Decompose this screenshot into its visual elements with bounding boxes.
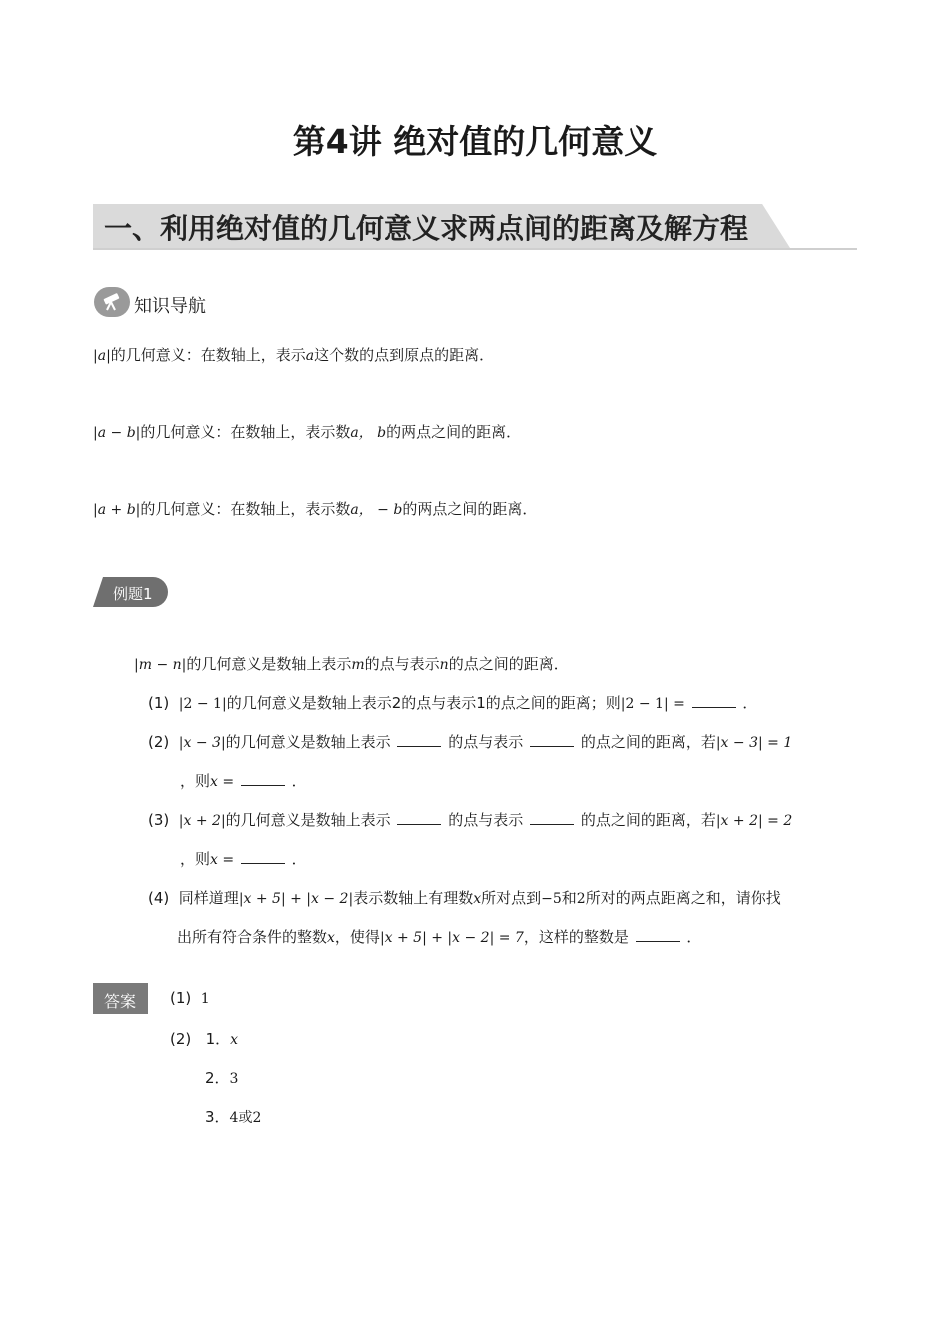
section-title: 一、利用绝对值的几何意义求两点间的距离及解方程	[104, 212, 749, 245]
knowledge-line-1: |a|的几何意义：在数轴上，表示a这个数的点到原点的距离．	[93, 346, 495, 364]
answer-2: (2) 1．x	[170, 1030, 239, 1048]
question-4: (4) 同样道理|x + 5| + |x − 2|表示数轴上有理数x所对点到−5和2所对的两点距离之和，请你找	[148, 889, 781, 907]
answer-blank[interactable]	[397, 732, 441, 747]
page-title: 第4讲 绝对值的几何意义	[292, 122, 658, 161]
answer-1: (1) 1	[170, 989, 210, 1007]
math-expression: |a − b|	[93, 425, 141, 441]
answer-blank[interactable]	[397, 810, 441, 825]
example-intro: |m − n|的几何意义是数轴上表示m的点与表示n的点之间的距离．	[134, 655, 569, 673]
question-3: (3) |x + 2|的几何意义是数轴上表示 的点与表示 的点之间的距离，若|x + 2| = 2	[148, 811, 793, 829]
example-label: 例题1	[113, 585, 153, 603]
answer-blank[interactable]	[241, 849, 285, 864]
answer-blank[interactable]	[530, 732, 574, 747]
question-2-continued: ，则x = ．	[180, 772, 307, 790]
question-1: (1) |2 − 1|的几何意义是数轴上表示2的点与表示1的点之间的距离；则|2 − 1| = ．	[148, 694, 758, 712]
answer-blank[interactable]	[692, 693, 736, 708]
answer-blank[interactable]	[530, 810, 574, 825]
question-3-continued: ，则x = ．	[180, 850, 307, 868]
answer-label: 答案	[104, 992, 137, 1011]
knowledge-line-3: |a + b|的几何意义：在数轴上，表示数a， − b的两点之间的距离．	[93, 500, 538, 518]
answer-blank[interactable]	[636, 927, 680, 942]
answer-2-item-3: 3．4或2	[205, 1108, 262, 1126]
telescope-icon	[94, 287, 130, 317]
question-4-continued: 出所有符合条件的整数x，使得|x + 5| + |x − 2| = 7，这样的整数是 ．	[177, 928, 702, 946]
knowledge-line-2: |a − b|的几何意义：在数轴上，表示数a， b的两点之间的距离．	[93, 423, 522, 441]
math-expression: |a|	[93, 348, 111, 364]
knowledge-nav-label: 知识导航	[134, 296, 206, 317]
answer-blank[interactable]	[241, 771, 285, 786]
question-2: (2) |x − 3|的几何意义是数轴上表示 的点与表示 的点之间的距离，若|x − 3| = 1	[148, 733, 793, 751]
math-expression: |a + b|	[93, 502, 141, 518]
answer-2-item-2: 2．3	[205, 1069, 239, 1087]
section-underline	[93, 248, 857, 250]
